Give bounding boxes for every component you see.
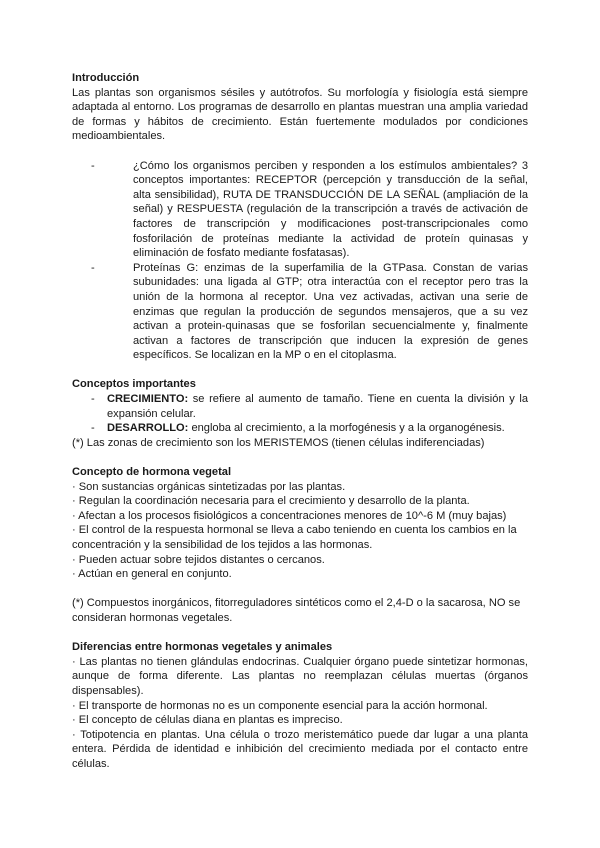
list-item xyxy=(72,159,528,261)
concepts-section xyxy=(72,377,528,450)
intro-paragraph: Las plantas son organismos sésiles y autótrofos. Su morfología y fisiología está siempre adaptada al entorno. Los programas de desarrollo en plantas muestran una amplia variedad de formas y hábitos de crecimiento. Están fuertemente modulados por condiciones medioambientales. xyxy=(72,86,528,143)
differences-line: · Las plantas no tienen glándulas endocrinas. Cualquier órgano puede sintetizar hormonas, aunque de forma diferente. Las plantas no reemplazan células muertas (órganos dispensables). xyxy=(72,655,528,697)
hormone-concept-heading: Concepto de hormona vegetal xyxy=(72,466,232,479)
hormone-concept-line: · El control de la respuesta hormonal se lleva a cabo teniendo en cuenta los cambios en la concentración y la sensibilidad de los tejidos a las hormonas. xyxy=(72,524,517,551)
differences-section xyxy=(72,640,528,771)
intro-bullet-list xyxy=(72,159,528,363)
dash-bullet: - xyxy=(91,261,95,274)
hormone-concept-line: · Son sustancias orgánicas sintetizadas por las plantas. xyxy=(72,480,346,493)
differences-line: · El transporte de hormonas no es un componente esencial para la acción hormonal. xyxy=(72,699,488,712)
term-definition: se refiere al aumento de tamaño. Tiene en cuenta la división y la expansión celular. xyxy=(107,393,528,420)
hormone-concept-line: · Pueden actuar sobre tejidos distantes o cercanos. xyxy=(72,553,325,566)
differences-line: · El concepto de células diana en plantas es impreciso. xyxy=(72,714,343,727)
hormone-concept-section xyxy=(72,465,528,626)
concepts-bullet-list xyxy=(72,392,528,436)
differences-line: · Totipotencia en plantas. Una célula o trozo meristemático puede dar lugar a una planta entera. Pérdida de identidad e inhibición del crecimiento mediada por el contacto entre células. xyxy=(72,728,528,770)
document-page xyxy=(72,71,528,772)
list-item xyxy=(72,261,528,363)
differences-heading: Diferencias entre hormonas vegetales y animales xyxy=(72,641,333,654)
list-item xyxy=(72,392,528,421)
concepts-note: (*) Las zonas de crecimiento son los MERISTEMOS (tienen células indiferenciadas) xyxy=(72,436,485,449)
intro-section xyxy=(72,71,528,363)
list-item xyxy=(72,421,528,436)
dash-bullet: - xyxy=(91,422,95,435)
term-label: DESARROLLO: xyxy=(107,422,189,435)
term-label: CRECIMIENTO: xyxy=(107,393,189,406)
dash-bullet: - xyxy=(91,159,95,172)
intro-heading: Introducción xyxy=(72,72,140,84)
list-item-text: ¿Cómo los organismos perciben y responden a los estímulos ambientales? 3 conceptos importantes: RECEPTOR (percepción y transducción de la señal, alta sensibilidad), RUTA DE TRANSDUCCIÓN DE LA SEÑAL (ampliación de la señal) y RESPUESTA (regulación de la transcripción a través de activación de factores de transcripción y modificaciones post-transcripcionales como fosforilación de proteínas mediante la actividad de proteín quinasas y eliminación de fosfato mediante fosfatasas). xyxy=(133,159,528,260)
concepts-heading: Conceptos importantes xyxy=(72,378,196,391)
hormone-concept-line: · Afectan a los procesos fisiológicos a concentraciones menores de 10^-6 M (muy bajas) xyxy=(72,509,507,522)
list-item-text: Proteínas G: enzimas de la superfamilia de la GTPasa. Constan de varias subunidades: una ligada al GTP; otra interactúa con el receptor pero tras la unión de la hormona al receptor. Una vez activadas, activan una serie de enzimas que regulan la producción de segundos mensajeros, que a su vez activan a protein-quinasas que se fosforilan secuencialmente y, finalmente activan a factores de transcripción que inducen la expresión de genes específicos. Se localizan en la MP o en el citoplasma. xyxy=(133,261,528,362)
term-definition: engloba al crecimiento, a la morfogénesis y a la organogénesis. xyxy=(188,422,505,435)
dash-bullet: - xyxy=(91,393,95,406)
hormone-concept-note: (*) Compuestos inorgánicos, fitorreguladores sintéticos como el 2,4-D o la sacarosa, NO se consideran hormonas vegetales. xyxy=(72,597,521,624)
hormone-concept-line: · Regulan la coordinación necesaria para el crecimiento y desarrollo de la planta. xyxy=(72,495,470,508)
hormone-concept-line: · Actúan en general en conjunto. xyxy=(72,568,232,581)
